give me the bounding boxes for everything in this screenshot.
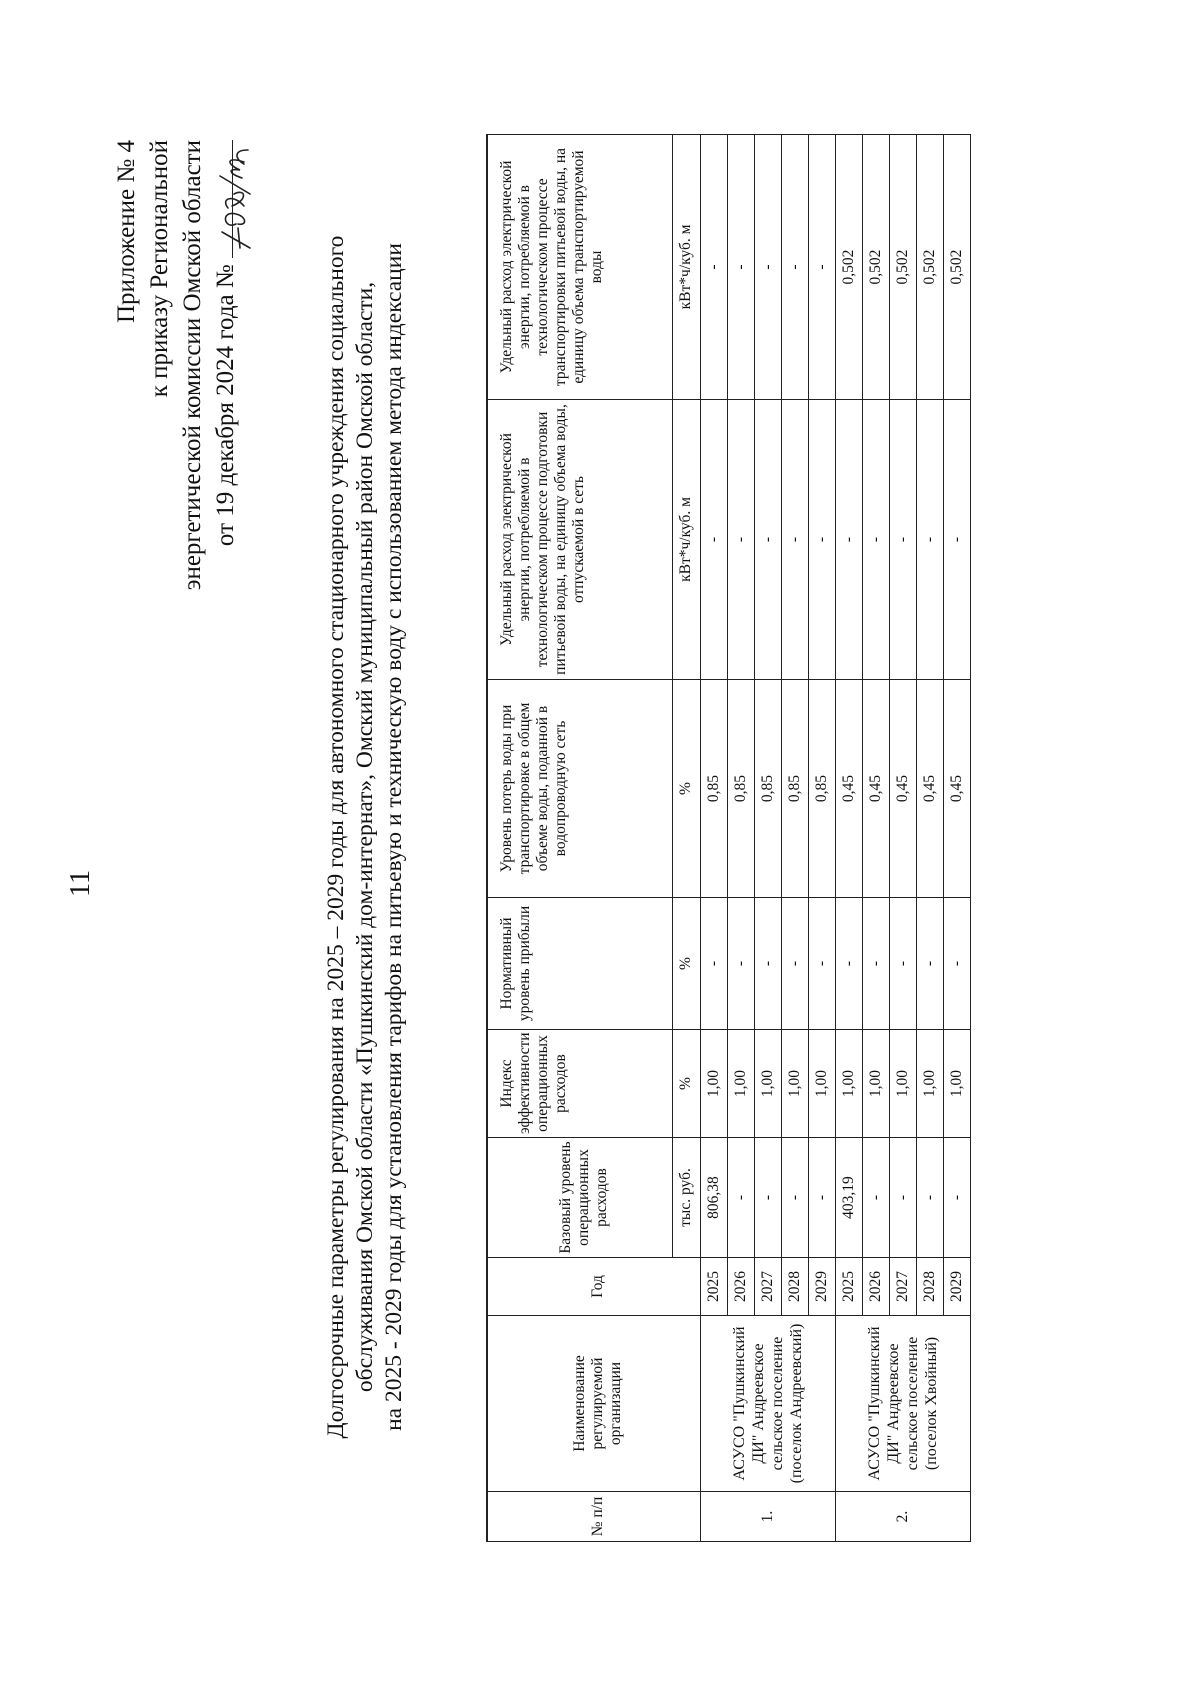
cell-energy-transport: 0,502	[835, 135, 862, 400]
cell-profit-level: -	[835, 898, 862, 1030]
cell-water-losses: 0,45	[835, 680, 862, 898]
cell-base-opex: -	[943, 1138, 970, 1258]
unit-water-losses: %	[672, 680, 700, 898]
cell-base-opex: -	[808, 1138, 835, 1258]
document-title	[322, 192, 409, 1482]
cell-efficiency-index: 1,00	[916, 1030, 943, 1138]
unit-base-opex: тыс. руб.	[672, 1138, 700, 1258]
table-row	[700, 135, 727, 1542]
cell-profit-level: -	[754, 898, 781, 1030]
cell-base-opex: -	[754, 1138, 781, 1258]
cell-efficiency-index: 1,00	[727, 1030, 754, 1138]
appendix-date: от 19 декабря 2024 года №	[212, 264, 239, 547]
cell-water-losses: 0,85	[754, 680, 781, 898]
cell-energy-transport: 0,502	[916, 135, 943, 400]
cell-profit-level: -	[781, 898, 808, 1030]
cell-efficiency-index: 1,00	[943, 1030, 970, 1138]
cell-energy-preparation: -	[808, 400, 835, 680]
cell-water-losses: 0,45	[943, 680, 970, 898]
cell-energy-transport: -	[754, 135, 781, 400]
unit-profit-level: %	[672, 898, 700, 1030]
appendix-order-ref: к приказу Региональной	[146, 140, 173, 398]
cell-profit-level: -	[727, 898, 754, 1030]
cell-efficiency-index: 1,00	[889, 1030, 916, 1138]
cell-year: 2029	[943, 1258, 970, 1316]
appendix-commission: энергетической комиссии Омской области	[179, 140, 206, 591]
cell-water-losses: 0,85	[781, 680, 808, 898]
header-base-opex: Базовый уровень операционных расходов	[487, 1138, 672, 1258]
unit-energy-preparation: кВт*ч/куб. м	[672, 400, 700, 680]
header-num: № п/п	[487, 1492, 700, 1542]
cell-year: 2025	[835, 1258, 862, 1316]
cell-profit-level: -	[700, 898, 727, 1030]
cell-energy-preparation: -	[943, 400, 970, 680]
header-water-losses: Уровень потерь воды при транспортировке в общем объеме воды, поданной в водопроводную сеть	[487, 680, 672, 898]
parameters-table	[486, 134, 971, 1542]
cell-year: 2026	[727, 1258, 754, 1316]
cell-base-opex: -	[916, 1138, 943, 1258]
cell-base-opex: 403,19	[835, 1138, 862, 1258]
cell-energy-preparation: -	[889, 400, 916, 680]
cell-energy-preparation: -	[700, 400, 727, 680]
cell-efficiency-index: 1,00	[808, 1030, 835, 1138]
cell-year: 2026	[862, 1258, 889, 1316]
cell-efficiency-index: 1,00	[835, 1030, 862, 1138]
cell-efficiency-index: 1,00	[781, 1030, 808, 1138]
appendix-date-line	[209, 140, 242, 1040]
handwritten-order-number-icon	[214, 142, 258, 254]
cell-year: 2029	[808, 1258, 835, 1316]
cell-profit-level: -	[889, 898, 916, 1030]
cell-water-losses: 0,45	[889, 680, 916, 898]
cell-water-losses: 0,85	[727, 680, 754, 898]
cell-year: 2027	[754, 1258, 781, 1316]
unit-efficiency-index: %	[672, 1030, 700, 1138]
header-year: Год	[487, 1258, 700, 1316]
cell-base-opex: 806,38	[700, 1138, 727, 1258]
cell-energy-transport: -	[781, 135, 808, 400]
cell-energy-transport: -	[700, 135, 727, 400]
header-org: Наименование регулируемой организации	[487, 1316, 700, 1492]
cell-base-opex: -	[727, 1138, 754, 1258]
appendix-title: Приложение № 4	[113, 140, 140, 324]
cell-profit-level: -	[916, 898, 943, 1030]
cell-energy-transport: 0,502	[862, 135, 889, 400]
cell-year: 2027	[889, 1258, 916, 1316]
cell-year: 2025	[700, 1258, 727, 1316]
cell-base-opex: -	[781, 1138, 808, 1258]
table-row	[835, 135, 862, 1542]
order-number-signature	[232, 140, 233, 258]
cell-profit-level: -	[808, 898, 835, 1030]
cell-energy-preparation: -	[754, 400, 781, 680]
cell-energy-transport: 0,502	[943, 135, 970, 400]
cell-profit-level: -	[943, 898, 970, 1030]
appendix-block	[110, 140, 242, 1040]
title-line-1: Долгосрочные параметры регулирования на 2025 – 2029 годы для автономного стационарного учреждения социального	[323, 235, 349, 1439]
cell-profit-level: -	[862, 898, 889, 1030]
header-energy-transport: Удельный расход электрической энергии, потребляемой в технологическом процессе транспортировки питьевой воды, на единицу объема транспортируемой воды	[487, 135, 672, 400]
cell-energy-transport: 0,502	[889, 135, 916, 400]
cell-energy-transport: -	[808, 135, 835, 400]
cell-water-losses: 0,45	[916, 680, 943, 898]
cell-year: 2028	[916, 1258, 943, 1316]
cell-water-losses: 0,85	[808, 680, 835, 898]
row-num: 2.	[835, 1492, 970, 1542]
unit-energy-transport: кВт*ч/куб. м	[672, 135, 700, 400]
cell-water-losses: 0,45	[862, 680, 889, 898]
header-efficiency-index: Индекс эффективности операционных расходов	[487, 1030, 672, 1138]
header-energy-preparation: Удельный расход электрической энергии, потребляемой в технологическом процессе подготовки питьевой воды, на единицу объема воды, отпускаемой в сеть	[487, 400, 672, 680]
org-name: АСУСО "Пушкинский ДИ" Андреевское сельское поселение (поселок Хвойный)	[835, 1316, 970, 1492]
cell-energy-preparation: -	[781, 400, 808, 680]
cell-energy-preparation: -	[835, 400, 862, 680]
cell-energy-transport: -	[727, 135, 754, 400]
cell-energy-preparation: -	[862, 400, 889, 680]
cell-efficiency-index: 1,00	[862, 1030, 889, 1138]
org-name: АСУСО "Пушкинский ДИ" Андреевское сельское поселение (поселок Андреевский)	[700, 1316, 835, 1492]
page-number: 11	[65, 870, 96, 897]
header-profit-level: Нормативный уровень прибыли	[487, 898, 672, 1030]
cell-year: 2028	[781, 1258, 808, 1316]
cell-energy-preparation: -	[916, 400, 943, 680]
row-num: 1.	[700, 1492, 835, 1542]
title-line-3: на 2025 - 2029 годы для установления тарифов на питьевую и техническую воду с использованием метода индексации	[381, 243, 407, 1431]
cell-efficiency-index: 1,00	[754, 1030, 781, 1138]
cell-base-opex: -	[862, 1138, 889, 1258]
cell-efficiency-index: 1,00	[700, 1030, 727, 1138]
cell-water-losses: 0,85	[700, 680, 727, 898]
cell-base-opex: -	[889, 1138, 916, 1258]
title-line-2: обслуживания Омской области «Пушкинский дом-интернат», Омский муниципальный район Омской области,	[352, 281, 378, 1393]
cell-energy-preparation: -	[727, 400, 754, 680]
